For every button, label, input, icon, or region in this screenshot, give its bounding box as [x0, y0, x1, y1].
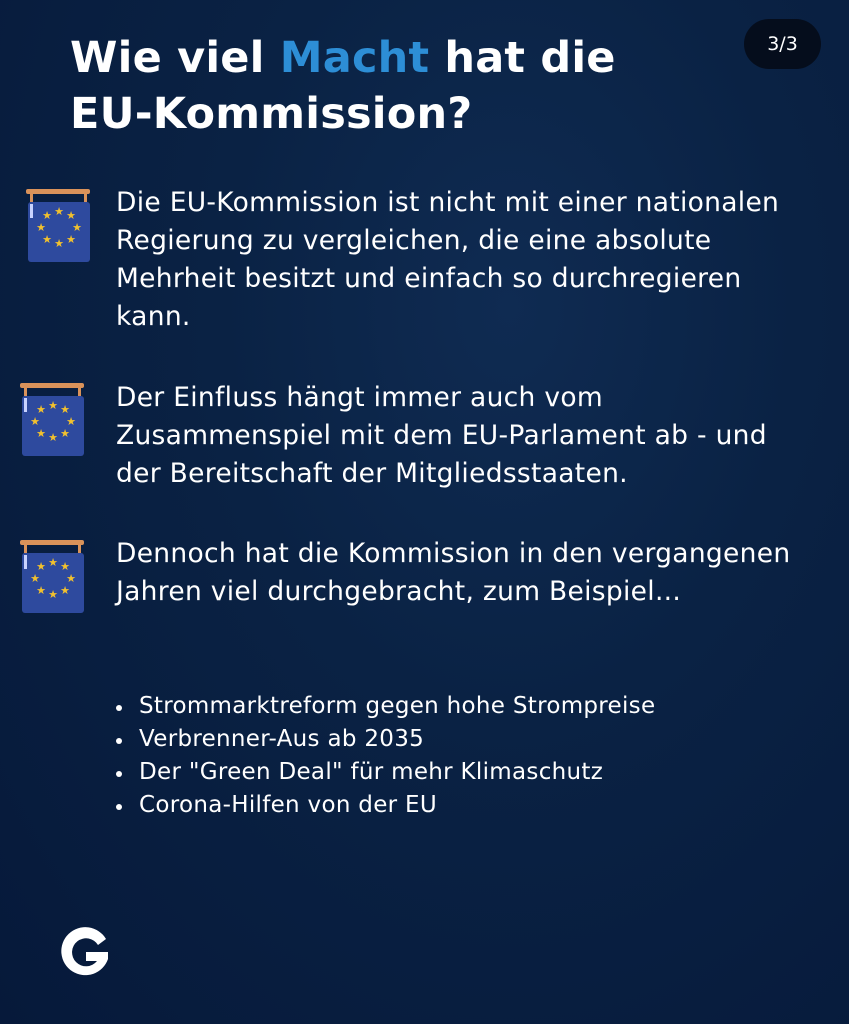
svg-text:★: ★ [36, 427, 46, 440]
svg-text:★: ★ [60, 584, 70, 597]
svg-text:★: ★ [42, 209, 52, 222]
page-title [70, 30, 690, 142]
title-text-2: hat die [429, 33, 616, 83]
svg-text:★: ★ [36, 584, 46, 597]
title-accent: Macht [279, 33, 430, 83]
svg-text:★: ★ [60, 403, 70, 416]
svg-text:★: ★ [54, 237, 64, 250]
svg-text:★: ★ [54, 205, 64, 218]
eu-flag-sign-icon [18, 380, 88, 460]
list-item: Verbrenner-Aus ab 2035 [116, 723, 655, 756]
svg-text:★: ★ [48, 588, 58, 601]
svg-text:★: ★ [60, 560, 70, 573]
list-item: Der "Green Deal" für mehr Klimaschutz [116, 756, 655, 789]
title-text-3: EU-Kommission? [70, 89, 473, 139]
svg-text:★: ★ [66, 415, 76, 428]
svg-text:★: ★ [66, 572, 76, 585]
svg-text:★: ★ [36, 560, 46, 573]
eu-flag-sign-icon [18, 537, 88, 617]
svg-text:★: ★ [36, 403, 46, 416]
info-item-3: Dennoch hat die Kommission in den vergangenen Jahren viel durchgebracht, zum Beispiel... [116, 538, 791, 607]
list-item: Strommarktreform gegen hohe Strompreise [116, 690, 655, 723]
svg-text:★: ★ [66, 209, 76, 222]
svg-text:★: ★ [48, 399, 58, 412]
eu-flag-sign-icon [24, 186, 94, 266]
page-indicator-badge: 3/3 [744, 19, 821, 69]
list-item: Corona-Hilfen von der EU [116, 789, 655, 822]
title-text-1: Wie viel [70, 33, 280, 83]
svg-text:★: ★ [66, 233, 76, 246]
info-item-1: Die EU-Kommission ist nicht mit einer nationalen Regierung zu vergleichen, die eine absolute Mehrheit besitzt und einfach so durchregieren kann. [116, 187, 780, 332]
svg-text:★: ★ [48, 556, 58, 569]
info-item-2: Der Einfluss hängt immer auch vom Zusammenspiel mit dem EU-Parlament ab - und der Bereitschaft der Mitgliedsstaaten. [116, 382, 767, 489]
svg-text:★: ★ [48, 431, 58, 444]
svg-text:★: ★ [36, 221, 46, 234]
examples-list [116, 690, 655, 822]
svg-text:★: ★ [60, 427, 70, 440]
brand-logo-icon [56, 925, 112, 983]
svg-text:★: ★ [42, 233, 52, 246]
svg-text:★: ★ [30, 415, 40, 428]
svg-text:★: ★ [72, 221, 82, 234]
svg-text:★: ★ [30, 572, 40, 585]
